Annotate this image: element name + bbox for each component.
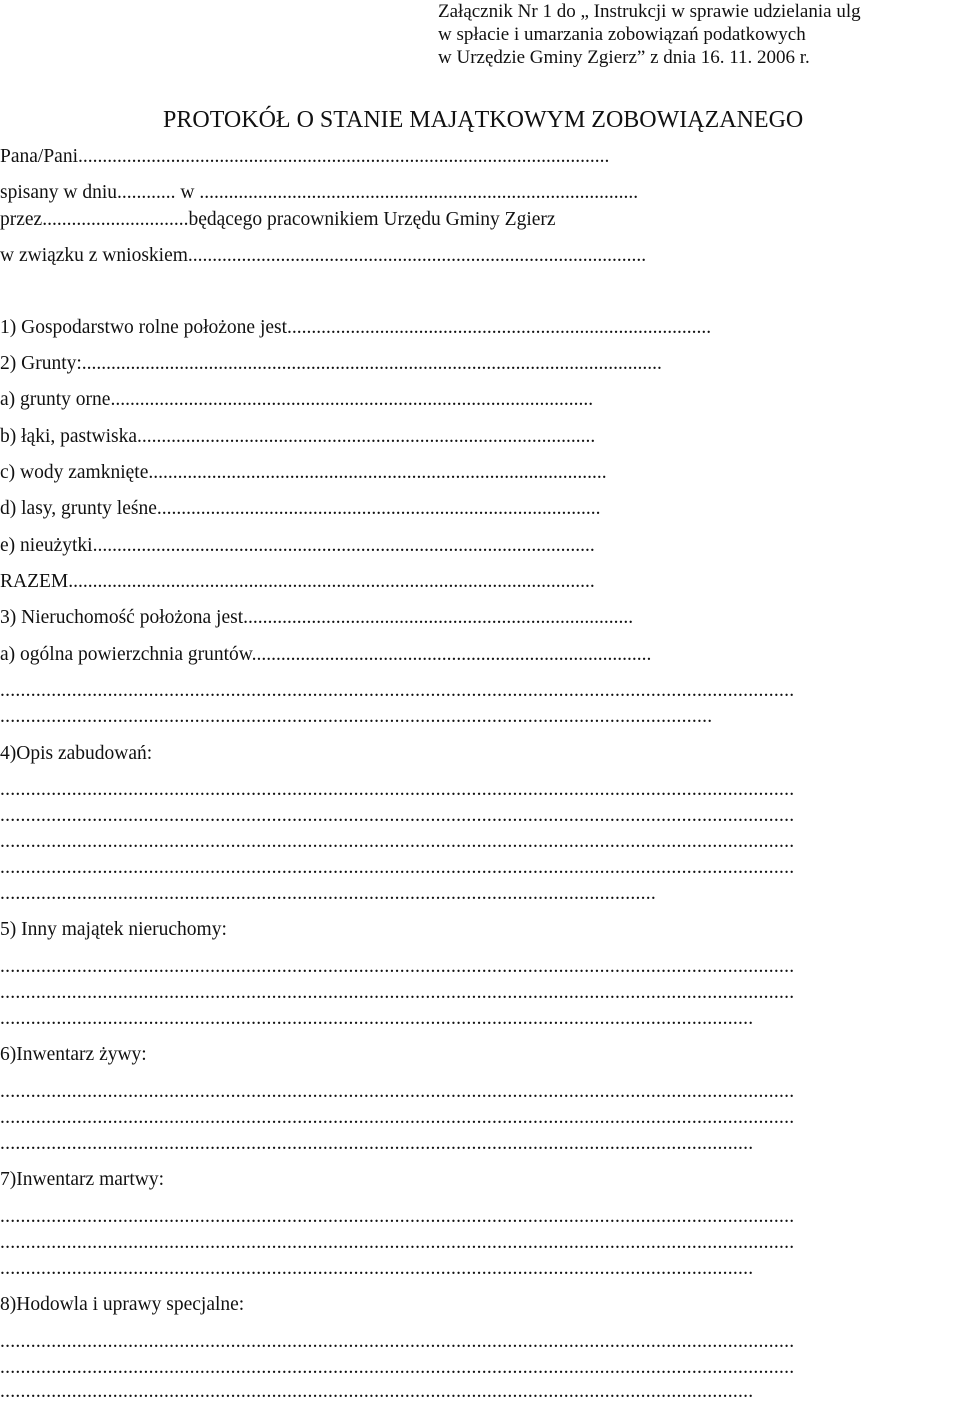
fill-line: ........................................................................................................................................................... [0,857,795,878]
fill-line: ........................................................................................................................................................... [0,1357,795,1378]
item-laki-pastwiska: b) łąki, pastwiska.............................................................................................. [0,426,596,447]
fill-line: ................................................................................................................................ [0,883,656,904]
field-wniosek: w związku z wnioskiem.............................................................................................. [0,245,647,266]
fill-line: ........................................................................................................................................... [0,706,713,727]
item-gospodarstwo: 1) Gospodarstwo rolne położone jest....................................................................................... [0,317,712,338]
section-hodowla: 8)Hodowla i uprawy specjalne: [0,1294,245,1315]
item-wody-zamkniete: c) wody zamknięte.............................................................................................. [0,462,607,483]
item-ogolna-powierzchnia: a) ogólna powierzchnia gruntów.................................................................................. [0,644,652,665]
section-opis-zabudowan: 4)Opis zabudowań: [0,743,153,764]
fill-line: ........................................................................................................................................................... [0,1331,795,1352]
fill-line: ................................................................................................................................................... [0,1008,754,1029]
annex-note-line-2: w spłacie i umarzania zobowiązań podatkowych [438,24,806,45]
fill-line: ........................................................................................................................................................... [0,1232,795,1253]
section-inny-majatek: 5) Inny majątek nieruchomy: [0,919,227,940]
item-grunty: 2) Grunty:....................................................................................................................... [0,353,662,374]
fill-line: ........................................................................................................................................................... [0,779,795,800]
section-inwentarz-martwy: 7)Inwentarz martwy: [0,1169,165,1190]
fill-line: ................................................................................................................................................... [0,1133,754,1154]
fill-line: ........................................................................................................................................................... [0,982,795,1003]
fill-line: ................................................................................................................................................... [0,1381,754,1402]
annex-note-line-1: Załącznik Nr 1 do „ Instrukcji w sprawie udzielania ulg [438,1,861,22]
section-inwentarz-zywy: 6)Inwentarz żywy: [0,1044,147,1065]
field-przez: przez..............................będącego pracownikiem Urzędu Gminy Zgierz [0,209,556,230]
field-spisany-w-dniu: spisany w dniu............ w .......................................................................................... [0,182,639,203]
fill-line: ........................................................................................................................................................... [0,1081,795,1102]
fill-line: ........................................................................................................................................................... [0,1206,795,1227]
document-title: PROTOKÓŁ O STANIE MAJĄTKOWYM ZOBOWIĄZANEGO [163,107,804,133]
fill-line: ........................................................................................................................................................... [0,1107,795,1128]
item-nieruchomosc: 3) Nieruchomość położona jest................................................................................ [0,607,634,628]
item-grunty-orne: a) grunty orne................................................................................................... [0,389,594,410]
fill-line: ........................................................................................................................................................... [0,680,795,701]
annex-note-line-3: w Urzędzie Gminy Zgierz” z dnia 16. 11. 2006 r. [438,47,810,68]
field-pana-pani: Pana/Pani............................................................................................................. [0,146,610,167]
fill-line: ........................................................................................................................................................... [0,805,795,826]
item-razem: RAZEM............................................................................................................ [0,571,595,592]
fill-line: ................................................................................................................................................... [0,1258,754,1279]
item-nieuzytki: e) nieużytki....................................................................................................... [0,535,595,556]
fill-line: ........................................................................................................................................................... [0,831,795,852]
fill-line: ........................................................................................................................................................... [0,956,795,977]
item-lasy: d) lasy, grunty leśne........................................................................................... [0,498,601,519]
